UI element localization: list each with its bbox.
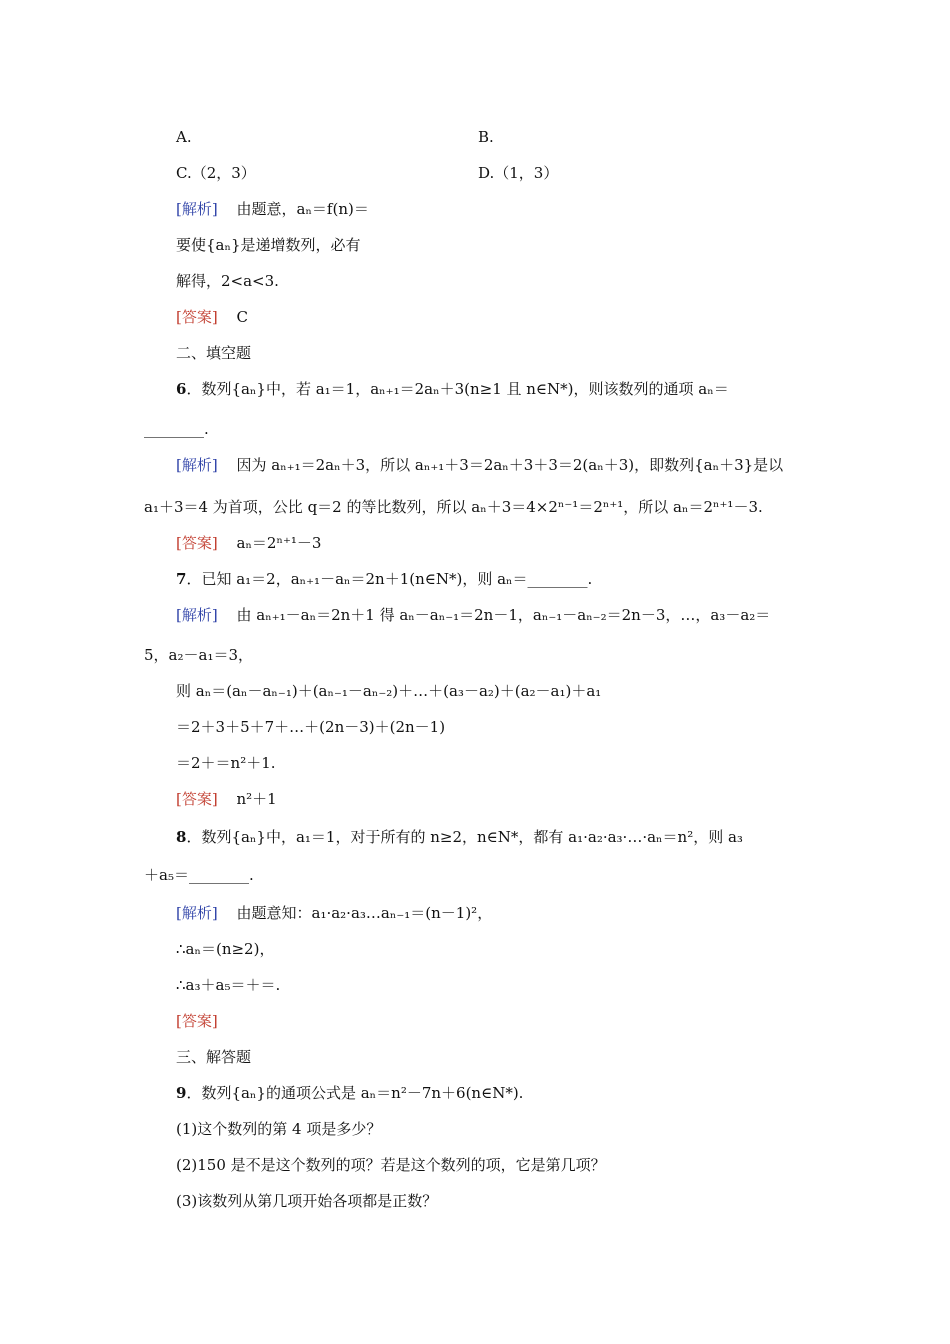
option-a: A. [176, 128, 192, 146]
q7-analysis-line5: ＝2＋＝n²＋1. [176, 754, 276, 772]
q8-stem-line1 [176, 826, 743, 848]
q5-analysis-line2: 要使{aₙ}是递增数列，必有 [176, 236, 361, 254]
answer-text: C [236, 308, 248, 326]
q9-sub3: (3)该数列从第几项开始各项都是正数？ [176, 1192, 438, 1210]
q8-answer [176, 1010, 218, 1032]
answer-tag: [答案] [176, 790, 218, 808]
q9-sub1: (1)这个数列的第 4 项是多少？ [176, 1120, 382, 1138]
analysis-tag: [解析] [176, 904, 218, 922]
analysis-text: 由题意，aₙ＝f(n)＝ [236, 200, 369, 218]
q6-answer [176, 532, 321, 554]
answer-tag: [答案] [176, 308, 218, 326]
q5-analysis-line1 [176, 198, 369, 220]
q8-analysis-line1 [176, 902, 492, 924]
question-text: ．数列{aₙ}的通项公式是 aₙ＝n²－7n＋6(n∈N*). [186, 1084, 524, 1102]
q7-answer [176, 788, 277, 810]
q9-stem [176, 1082, 523, 1104]
option-d: D.（1，3） [478, 164, 559, 182]
q8-analysis-line3: ∴a₃＋a₅＝＋＝. [176, 976, 281, 994]
question-text: ．数列{aₙ}中，若 a₁＝1，aₙ₊₁＝2aₙ＋3(n≥1 且 n∈N*)，则该数列的通项 aₙ＝ [186, 380, 729, 398]
section-heading-fill: 二、填空题 [176, 344, 252, 362]
answer-tag: [答案] [176, 1012, 218, 1030]
analysis-tag: [解析] [176, 456, 218, 474]
analysis-text: 由题意知：a₁·a₂·a₃…aₙ₋₁＝(n－1)²， [236, 904, 493, 922]
q9-sub2: (2)150 是不是这个数列的项？若是这个数列的项，它是第几项？ [176, 1156, 606, 1174]
answer-tag: [答案] [176, 534, 218, 552]
q7-stem [176, 568, 592, 590]
option-b: B. [478, 128, 494, 146]
q7-analysis-line2: 5，a₂－a₁＝3， [144, 646, 253, 664]
section-heading-solve: 三、解答题 [176, 1048, 252, 1066]
question-text: ．已知 a₁＝2，aₙ₊₁－aₙ＝2n＋1(n∈N*)，则 aₙ＝________. [186, 570, 593, 588]
q5-answer [176, 306, 248, 328]
question-number: 7 [176, 570, 187, 588]
q8-stem-line2: ＋a₅＝________. [144, 866, 254, 884]
q7-analysis-line1 [176, 604, 770, 626]
q6-stem-line2: ________. [144, 420, 209, 438]
analysis-tag: [解析] [176, 200, 218, 218]
analysis-text: 因为 aₙ₊₁＝2aₙ＋3，所以 aₙ₊₁＋3＝2aₙ＋3＋3＝2(aₙ＋3)，即数列{aₙ＋3}是以 [236, 456, 784, 474]
option-c: C.（2，3） [176, 164, 256, 182]
question-number: 6 [176, 380, 187, 398]
q8-analysis-line2: ∴aₙ＝(n≥2)， [176, 940, 275, 958]
answer-text: aₙ＝2ⁿ⁺¹－3 [236, 534, 322, 552]
analysis-text: 由 aₙ₊₁－aₙ＝2n＋1 得 aₙ－aₙ₋₁＝2n－1，aₙ₋₁－aₙ₋₂＝2n－3，…，a₃－a₂＝ [236, 606, 771, 624]
q7-analysis-line3: 则 aₙ＝(aₙ－aₙ₋₁)＋(aₙ₋₁－aₙ₋₂)＋…＋(a₃－a₂)＋(a₂－a₁)＋a₁ [176, 682, 602, 700]
q7-analysis-line4: ＝2＋3＋5＋7＋…＋(2n－3)＋(2n－1) [176, 718, 446, 736]
analysis-tag: [解析] [176, 606, 218, 624]
answer-text: n²＋1 [236, 790, 277, 808]
question-text: ．数列{aₙ}中，a₁＝1，对于所有的 n≥2，n∈N*，都有 a₁·a₂·a₃·…·aₙ＝n²，则 a₃ [186, 828, 743, 846]
q6-analysis-line1 [176, 454, 783, 476]
q6-analysis-line2: a₁＋3＝4 为首项，公比 q＝2 的等比数列，所以 aₙ＋3＝4×2ⁿ⁻¹＝2ⁿ⁺¹，所以 aₙ＝2ⁿ⁺¹－3. [144, 498, 763, 516]
question-number: 9 [176, 1084, 187, 1102]
question-number: 8 [176, 828, 187, 846]
q5-analysis-line3: 解得，2<a<3. [176, 272, 279, 290]
q6-stem-line1 [176, 378, 729, 400]
